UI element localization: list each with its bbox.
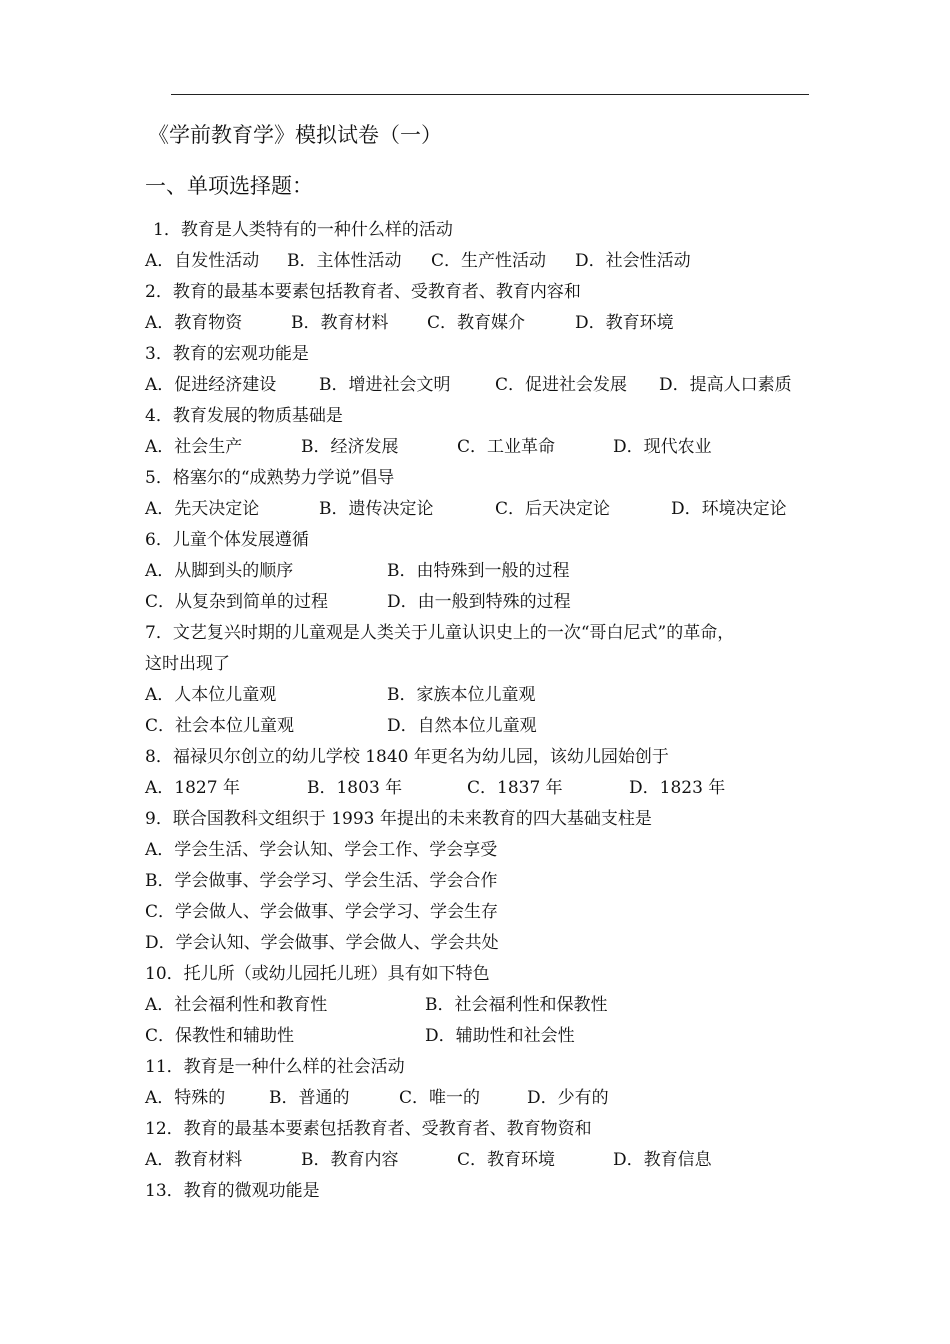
option-c: C．后天决定论 bbox=[495, 499, 611, 519]
option-b: B．教育材料 bbox=[291, 313, 389, 333]
option-a: A．1827 年 bbox=[145, 778, 240, 798]
option-row bbox=[145, 773, 815, 804]
option-c: C．教育环境 bbox=[457, 1150, 556, 1170]
option-a: A．社会生产 bbox=[145, 437, 243, 457]
option-d: D．辅助性和社会性 bbox=[425, 1026, 575, 1046]
option-row bbox=[145, 1083, 815, 1114]
option-d: D．提高人口素质 bbox=[659, 375, 792, 395]
option-b: B．1803 年 bbox=[307, 778, 403, 798]
option-row bbox=[145, 308, 815, 339]
question-stem: 7．文艺复兴时期的儿童观是人类关于儿童认识史上的一次“哥白尼式”的革命， bbox=[145, 623, 735, 643]
option-row bbox=[145, 680, 815, 711]
option-row bbox=[145, 494, 815, 525]
question-stem: 4．教育发展的物质基础是 bbox=[145, 406, 343, 426]
option-d: D．由一般到特殊的过程 bbox=[387, 592, 571, 612]
option-c: C．从复杂到简单的过程 bbox=[145, 592, 329, 612]
option-c: C．教育媒介 bbox=[427, 313, 526, 333]
option-b: B．经济发展 bbox=[301, 437, 399, 457]
option-c: C．社会本位儿童观 bbox=[145, 716, 295, 736]
question-stem-continued: 这时出现了 bbox=[145, 654, 230, 674]
option-b: B．家族本位儿童观 bbox=[387, 685, 536, 705]
option-b: B．教育内容 bbox=[301, 1150, 399, 1170]
option-a: A．从脚到头的顺序 bbox=[145, 561, 294, 581]
option-row bbox=[145, 370, 815, 401]
exam-title: 《学前教育学》模拟试卷（一） bbox=[148, 123, 442, 147]
option-c: C．学会做人、学会做事、学会学习、学会生存 bbox=[145, 902, 499, 922]
option-c: C．促进社会发展 bbox=[495, 375, 628, 395]
option-b: B．社会福利性和保教性 bbox=[425, 995, 608, 1015]
option-a: A．自发性活动 bbox=[145, 251, 260, 271]
option-b: B．增进社会文明 bbox=[319, 375, 451, 395]
question-stem: 8．福禄贝尔创立的幼儿学校 1840 年更名为幼儿园，该幼儿园始创于 bbox=[145, 747, 669, 767]
option-d: D．教育信息 bbox=[613, 1150, 712, 1170]
option-b: B．普通的 bbox=[269, 1088, 350, 1108]
option-d: D．自然本位儿童观 bbox=[387, 716, 537, 736]
option-c: C．唯一的 bbox=[399, 1088, 481, 1108]
option-b: B．学会做事、学会学习、学会生活、学会合作 bbox=[145, 871, 498, 891]
option-c: C．生产性活动 bbox=[431, 251, 547, 271]
option-a: A．人本位儿童观 bbox=[145, 685, 277, 705]
option-row bbox=[145, 246, 815, 277]
option-a: A．教育物资 bbox=[145, 313, 243, 333]
option-c: C．保教性和辅助性 bbox=[145, 1026, 295, 1046]
option-d: D．社会性活动 bbox=[575, 251, 691, 271]
option-a: A．社会福利性和教育性 bbox=[145, 995, 328, 1015]
option-row bbox=[145, 587, 815, 618]
question-stem: 13．教育的微观功能是 bbox=[145, 1181, 320, 1201]
option-c: C．1837 年 bbox=[467, 778, 563, 798]
header-rule bbox=[171, 94, 809, 95]
option-b: B．遗传决定论 bbox=[319, 499, 434, 519]
option-d: D．环境决定论 bbox=[671, 499, 787, 519]
question-stem: 9．联合国教科文组织于 1993 年提出的未来教育的四大基础支柱是 bbox=[145, 809, 652, 829]
option-a: A．促进经济建设 bbox=[145, 375, 277, 395]
option-d: D．学会认知、学会做事、学会做人、学会共处 bbox=[145, 933, 499, 953]
question-stem: 10．托儿所（或幼儿园托儿班）具有如下特色 bbox=[145, 964, 490, 984]
section-heading: 一、单项选择题： bbox=[145, 174, 313, 198]
option-a: A．特殊的 bbox=[145, 1088, 226, 1108]
option-b: B．由特殊到一般的过程 bbox=[387, 561, 570, 581]
question-stem: 6．儿童个体发展遵循 bbox=[145, 530, 309, 550]
option-a: A．先天决定论 bbox=[145, 499, 260, 519]
option-a: A．教育材料 bbox=[145, 1150, 243, 1170]
question-stem: 5．格塞尔的“成熟势力学说”倡导 bbox=[145, 468, 395, 488]
option-d: D．现代农业 bbox=[613, 437, 712, 457]
option-a: A．学会生活、学会认知、学会工作、学会享受 bbox=[145, 840, 498, 860]
option-c: C．工业革命 bbox=[457, 437, 556, 457]
option-row bbox=[145, 1145, 815, 1176]
question-list bbox=[145, 215, 815, 1207]
question-stem: 12．教育的最基本要素包括教育者、受教育者、教育物资和 bbox=[145, 1119, 592, 1139]
option-d: D．少有的 bbox=[527, 1088, 609, 1108]
option-d: D．教育环境 bbox=[575, 313, 674, 333]
question-stem: 1．教育是人类特有的一种什么样的活动 bbox=[153, 220, 453, 240]
option-row bbox=[145, 1021, 815, 1052]
option-row bbox=[145, 990, 815, 1021]
option-row bbox=[145, 556, 815, 587]
question-stem: 11．教育是一种什么样的社会活动 bbox=[145, 1057, 405, 1077]
option-row bbox=[145, 432, 815, 463]
option-row bbox=[145, 711, 815, 742]
question-stem: 3．教育的宏观功能是 bbox=[145, 344, 309, 364]
option-d: D．1823 年 bbox=[629, 778, 726, 798]
option-b: B．主体性活动 bbox=[287, 251, 402, 271]
question-stem: 2．教育的最基本要素包括教育者、受教育者、教育内容和 bbox=[145, 282, 581, 302]
